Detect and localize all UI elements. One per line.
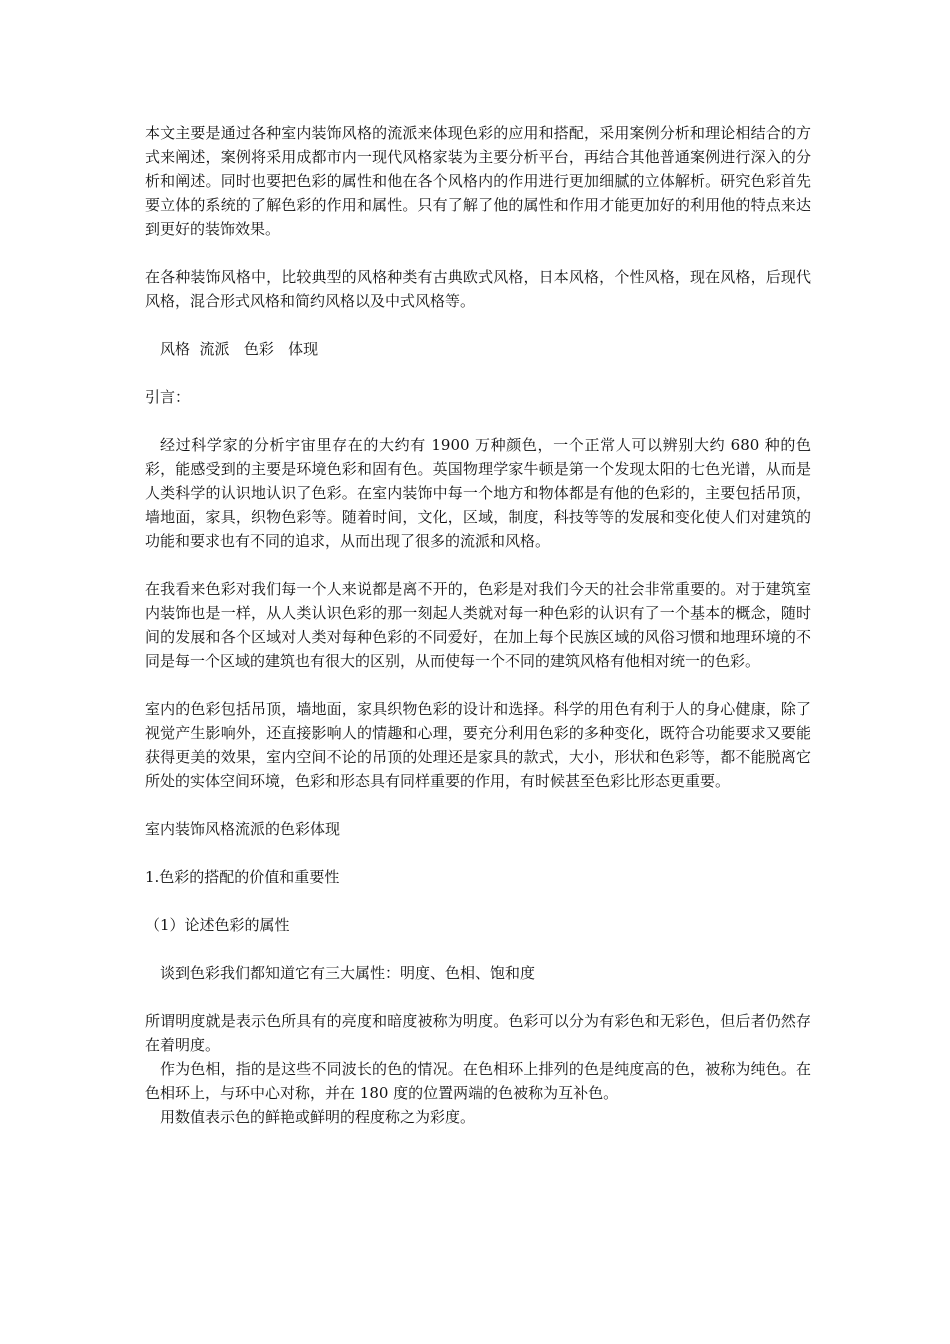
three-attributes-line: 谈到色彩我们都知道它有三大属性：明度、色相、饱和度 <box>160 964 536 982</box>
subsection-heading-1: 1.色彩的搭配的价值和重要性 <box>145 868 340 886</box>
intro-paragraph-interior: 室内的色彩包括吊顶，墙地面，家具织物色彩的设计和选择。科学的用色有利于人的身心健康，除了视觉产生影响外，还直接影响人的情趣和心理，要充分利用色彩的多种变化，既符合功能要求又要能获得更美的效果，室内空间不论的吊顶的处理还是家具的款式，大小，形状和色彩等，都不能脱离它所处的实体空间环境，色彩和形态具有同样重要的作用，有时候甚至色彩比形态更重要。 <box>145 700 811 790</box>
intro-paragraph-importance: 在我看来色彩对我们每一个人来说都是离不开的，色彩是对我们今天的社会非常重要的。对于建筑室内装饰也是一样，从人类认识色彩的那一刻起人类就对每一种色彩的认识有了一个基本的概念，随时间的发展和各个区域对人类对每种色彩的不同爱好，在加上每个民族区域的风俗习惯和地理环境的不同是每一个区域的建筑也有很大的区别，从而使每一个不同的建筑风格有他相对统一的色彩。 <box>145 580 811 670</box>
styles-overview-paragraph: 在各种装饰风格中，比较典型的风格种类有古典欧式风格，日本风格，个性风格，现在风格，后现代风格，混合形式风格和简约风格以及中式风格等。 <box>145 268 811 310</box>
section-heading: 室内装饰风格流派的色彩体现 <box>145 820 341 838</box>
hue-paragraph: 作为色相，指的是这些不同波长的色的情况。在色相环上排列的色是纯度高的色，被称为纯色。在色相环上，与环中心对称，并在 180 度的位置两端的色被称为互补色。 <box>145 1060 811 1102</box>
subsection-heading-1-1: （1）论述色彩的属性 <box>145 916 290 934</box>
introduction-heading: 引言： <box>145 388 191 406</box>
saturation-paragraph: 用数值表示色的鲜艳或鲜明的程度称之为彩度。 <box>160 1108 476 1126</box>
intro-paragraph-colors: 经过科学家的分析宇宙里存在的大约有 1900 万种颜色，一个正常人可以辨别大约 680 种的色彩，能感受到的主要是环境色彩和固有色。英国物理学家牛顿是第一个发现太阳的七色光谱，从而是人类科学的认识地认识了色彩。在室内装饰中每一个地方和物体都是有他的色彩的，主要包括吊顶，墙地面，家具，织物色彩等。随着时间，文化，区域，制度，科技等等的发展和变化使人们对建筑的功能和要求也有不同的追求，从而出现了很多的流派和风格。 <box>145 436 811 550</box>
abstract-paragraph: 本文主要是通过各种室内装饰风格的流派来体现色彩的应用和搭配，采用案例分析和理论相结合的方式来阐述，案例将采用成都市内一现代风格家装为主要分析平台，再结合其他普通案例进行深入的分析和阐述。同时也要把色彩的属性和他在各个风格内的作用进行更加细腻的立体解析。研究色彩首先要立体的系统的了解色彩的作用和属性。只有了解了他的属性和作用才能更加好的利用他的特点来达到更好的装饰效果。 <box>145 124 811 238</box>
keywords-line: 风格 流派 色彩 体现 <box>160 340 319 358</box>
document-body <box>145 121 811 1129</box>
brightness-paragraph: 所谓明度就是表示色所具有的亮度和暗度被称为明度。色彩可以分为有彩色和无彩色，但后者仍然存在着明度。 <box>145 1012 811 1054</box>
